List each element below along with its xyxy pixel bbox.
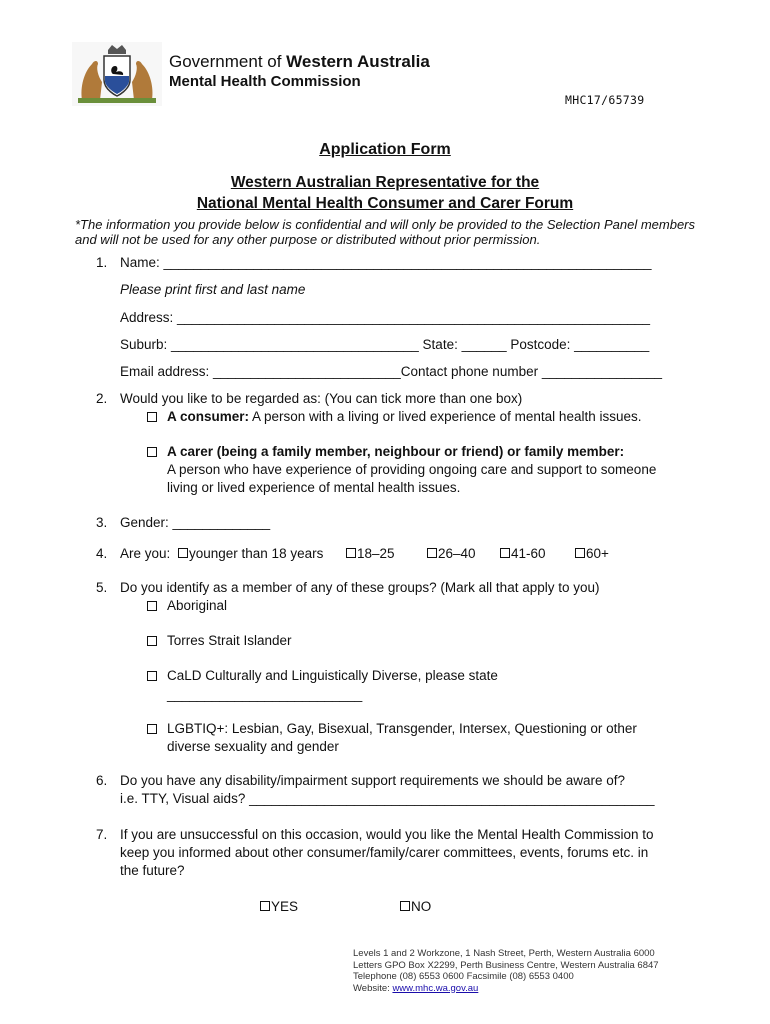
carer-option-desc-2: living or lived experience of mental health issues. (167, 480, 461, 495)
age-option-under-18[interactable]: younger than 18 years (178, 546, 323, 561)
no-option[interactable]: NO (400, 899, 431, 914)
question-3-number: 3. (96, 515, 108, 530)
carer-option-desc-1: A person who have experience of providing ongoing care and support to someone (167, 462, 657, 477)
suburb-state-postcode-field[interactable]: Suburb: _________________________________ State: ______ Postcode: __________ (120, 337, 650, 352)
coat-of-arms-icon (72, 42, 162, 106)
age-option-60-plus[interactable]: 60+ (575, 546, 609, 561)
question-6-text: Do you have any disability/impairment support requirements we should be aware of? (120, 773, 626, 788)
question-4-number: 4. (96, 546, 108, 561)
lgbtiq-label-2: diverse sexuality and gender (167, 739, 339, 754)
age-option-41-60[interactable]: 41-60 (500, 546, 546, 561)
torres-strait-checkbox[interactable] (147, 634, 161, 649)
cald-checkbox[interactable] (147, 669, 161, 684)
form-subtitle-line1: Western Australian Representative for the (230, 174, 540, 191)
aboriginal-label: Aboriginal (167, 598, 228, 613)
question-2-text: Would you like to be regarded as: (You can tick more than one box) (120, 391, 523, 406)
address-field[interactable]: Address: _______________________________________________________________ (120, 310, 651, 325)
aboriginal-checkbox[interactable] (147, 599, 161, 614)
form-title: Application Form (319, 141, 451, 158)
gender-field[interactable]: Gender: _____________ (120, 515, 271, 530)
question-5-text: Do you identify as a member of any of these groups? (Mark all that apply to you) (120, 580, 600, 595)
footer-postal: Letters GPO Box X2299, Perth Business Centre, Western Australia 6847 (353, 959, 659, 971)
age-label: Are you: (120, 546, 171, 561)
carer-checkbox[interactable] (147, 445, 161, 460)
wa-government-logo (72, 42, 460, 106)
torres-strait-label: Torres Strait Islander (167, 633, 292, 648)
question-1-number: 1. (96, 255, 108, 270)
question-5-number: 5. (96, 580, 108, 595)
commission-name: Mental Health Commission (169, 73, 361, 90)
age-option-18-25[interactable]: 18–25 (346, 546, 395, 561)
consumer-option-label: A consumer: A person with a living or lived experience of mental health issues. (167, 409, 642, 424)
lgbtiq-checkbox[interactable] (147, 722, 161, 737)
age-option-26-40[interactable]: 26–40 (427, 546, 476, 561)
question-7-number: 7. (96, 827, 108, 842)
question-7-text-1: If you are unsuccessful on this occasion, would you like the Mental Health Commission to (120, 827, 654, 842)
lgbtiq-label-1: LGBTIQ+: Lesbian, Gay, Bisexual, Transgender, Intersex, Questioning or other (167, 721, 637, 736)
government-name: Government of Western Australia (169, 52, 430, 71)
confidentiality-note: *The information you provide below is confidential and will only be provided to the Selection Panel members and will not be used for any other purpose or distributed without prior permission. (75, 217, 696, 247)
question-2-number: 2. (96, 391, 108, 406)
question-7-text-3: the future? (120, 863, 185, 878)
question-7-text-2: keep you informed about other consumer/family/carer committees, events, forums etc. in (120, 845, 649, 860)
name-field[interactable]: Name: _________________________________________________________________ (120, 255, 652, 270)
reference-number: MHC17/65739 (565, 93, 645, 107)
consumer-checkbox[interactable] (147, 410, 161, 425)
footer-address: Levels 1 and 2 Workzone, 1 Nash Street, Perth, Western Australia 6000 (353, 948, 655, 959)
email-phone-field[interactable]: Email address: _________________________Contact phone number ________________ (120, 364, 662, 379)
form-subtitle-line2: National Mental Health Consumer and Carer Forum (196, 195, 574, 212)
cald-state-field[interactable]: __________________________ (167, 687, 363, 702)
carer-option-label: A carer (being a family member, neighbour or friend) or family member: (167, 444, 625, 459)
cald-label: CaLD Culturally and Linguistically Diverse, please state (167, 668, 498, 683)
name-hint: Please print first and last name (120, 282, 306, 297)
question-6-number: 6. (96, 773, 108, 788)
website-link[interactable]: www.mhc.wa.gov.au (392, 982, 479, 994)
support-requirements-field[interactable]: i.e. TTY, Visual aids? ______________________________________________________ (120, 791, 655, 806)
footer-contact (353, 948, 659, 994)
yes-option[interactable]: YES (260, 899, 298, 914)
footer-website-row: Website: www.mhc.wa.gov.au (353, 982, 479, 994)
footer-phone: Telephone (08) 6553 0600 Facsimile (08) 6553 0400 (353, 971, 574, 982)
